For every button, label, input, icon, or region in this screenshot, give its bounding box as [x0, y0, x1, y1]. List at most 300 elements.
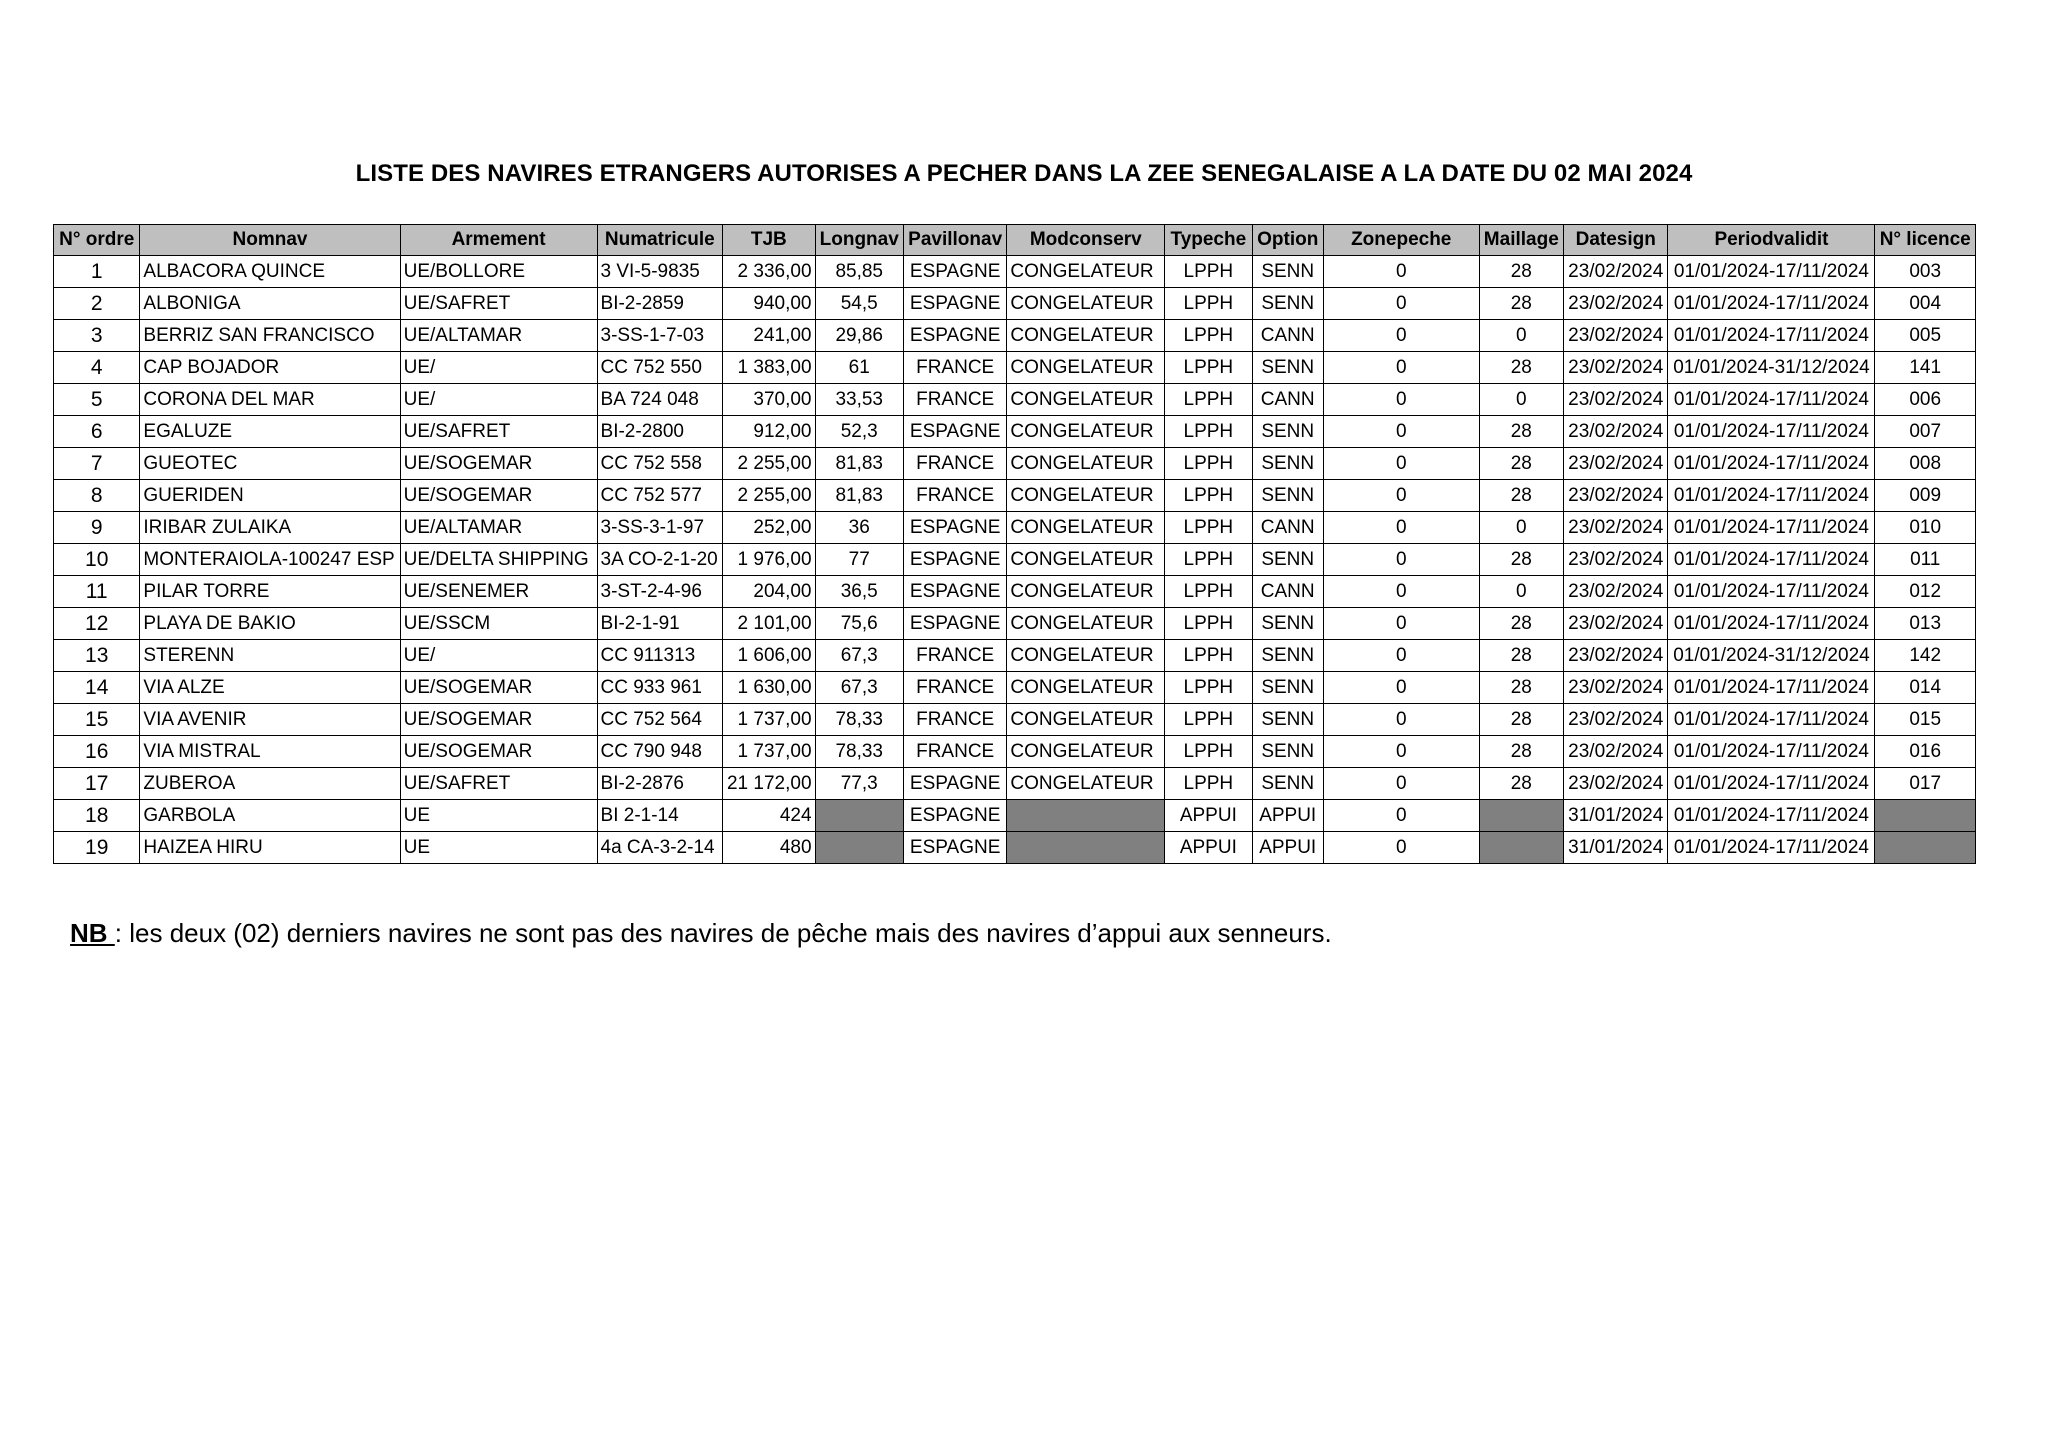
table-cell: LPPH	[1165, 704, 1252, 736]
table-cell: FRANCE	[903, 704, 1006, 736]
table-cell: 23/02/2024	[1563, 704, 1667, 736]
column-header: N° ordre	[54, 225, 140, 256]
table-cell: 23/02/2024	[1563, 544, 1667, 576]
table-cell: 1 737,00	[723, 736, 815, 768]
table-cell: 13	[54, 640, 140, 672]
table-cell: 28	[1479, 736, 1563, 768]
table-cell: 28	[1479, 608, 1563, 640]
table-cell: 3	[54, 320, 140, 352]
table-cell: SENN	[1252, 608, 1323, 640]
table-row	[54, 288, 1976, 320]
table-cell: 77,3	[815, 768, 903, 800]
table-row	[54, 256, 1976, 288]
table-cell: 010	[1875, 512, 1976, 544]
table-cell: 252,00	[723, 512, 815, 544]
table-cell: SENN	[1252, 256, 1323, 288]
table-cell: 23/02/2024	[1563, 256, 1667, 288]
table-cell: 0	[1479, 576, 1563, 608]
table-cell: UE/	[400, 640, 597, 672]
table-cell: CONGELATEUR	[1007, 352, 1165, 384]
table-cell: 0	[1323, 480, 1479, 512]
table-cell: CC 752 577	[597, 480, 723, 512]
table-cell: UE/SOGEMAR	[400, 672, 597, 704]
table-cell: 012	[1875, 576, 1976, 608]
table-cell: 01/01/2024-17/11/2024	[1668, 800, 1875, 832]
column-header: Modconserv	[1007, 225, 1165, 256]
table-cell: 0	[1323, 800, 1479, 832]
table-cell: 01/01/2024-17/11/2024	[1668, 608, 1875, 640]
column-header: Zonepeche	[1323, 225, 1479, 256]
table-cell: LPPH	[1165, 768, 1252, 800]
table-row	[54, 448, 1976, 480]
table-cell: CONGELATEUR	[1007, 384, 1165, 416]
table-cell: 23/02/2024	[1563, 352, 1667, 384]
table-cell: 54,5	[815, 288, 903, 320]
table-cell: 0	[1323, 288, 1479, 320]
table-cell: 142	[1875, 640, 1976, 672]
table-cell: 3-SS-1-7-03	[597, 320, 723, 352]
table-cell: 0	[1323, 512, 1479, 544]
table-cell: 23/02/2024	[1563, 448, 1667, 480]
table-cell: VIA AVENIR	[140, 704, 400, 736]
table-cell: 1 383,00	[723, 352, 815, 384]
table-cell: 21 172,00	[723, 768, 815, 800]
table-cell: 28	[1479, 704, 1563, 736]
table-cell: 11	[54, 576, 140, 608]
table-cell: CONGELATEUR	[1007, 672, 1165, 704]
table-cell: 1 737,00	[723, 704, 815, 736]
table-cell: UE/ALTAMAR	[400, 512, 597, 544]
table-cell: LPPH	[1165, 608, 1252, 640]
table-cell: LPPH	[1165, 512, 1252, 544]
table-cell: 01/01/2024-17/11/2024	[1668, 704, 1875, 736]
table-cell: UE/SSCM	[400, 608, 597, 640]
table-cell: 31/01/2024	[1563, 800, 1667, 832]
table-cell: 15	[54, 704, 140, 736]
table-cell: BI-2-1-91	[597, 608, 723, 640]
table-cell: 23/02/2024	[1563, 640, 1667, 672]
table-cell: 9	[54, 512, 140, 544]
table-cell: ESPAGNE	[903, 832, 1006, 864]
table-cell: CONGELATEUR	[1007, 288, 1165, 320]
table-row	[54, 736, 1976, 768]
table-cell: 23/02/2024	[1563, 288, 1667, 320]
table-cell: CANN	[1252, 512, 1323, 544]
table-cell: 0	[1323, 544, 1479, 576]
table-cell: HAIZEA HIRU	[140, 832, 400, 864]
table-cell: 16	[54, 736, 140, 768]
table-cell: 01/01/2024-17/11/2024	[1668, 832, 1875, 864]
table-cell: 01/01/2024-17/11/2024	[1668, 256, 1875, 288]
table-cell: LPPH	[1165, 736, 1252, 768]
table-cell: SENN	[1252, 640, 1323, 672]
table-cell: CC 752 564	[597, 704, 723, 736]
table-cell: 0	[1323, 352, 1479, 384]
table-cell: APPUI	[1165, 832, 1252, 864]
table-cell: 011	[1875, 544, 1976, 576]
table-cell: CAP BOJADOR	[140, 352, 400, 384]
column-header: Typeche	[1165, 225, 1252, 256]
table-row	[54, 320, 1976, 352]
table-cell: LPPH	[1165, 288, 1252, 320]
table-cell: 61	[815, 352, 903, 384]
table-cell: SENN	[1252, 352, 1323, 384]
table-cell: 0	[1323, 384, 1479, 416]
table-cell: 4a CA-3-2-14	[597, 832, 723, 864]
table-cell: CONGELATEUR	[1007, 736, 1165, 768]
table-cell	[815, 800, 903, 832]
table-cell: 0	[1323, 672, 1479, 704]
table-cell: BI-2-2876	[597, 768, 723, 800]
table-cell: CONGELATEUR	[1007, 256, 1165, 288]
table-cell	[1875, 800, 1976, 832]
table-cell: CC 790 948	[597, 736, 723, 768]
table-cell: 1 976,00	[723, 544, 815, 576]
table-cell: 81,83	[815, 448, 903, 480]
table-cell: GUERIDEN	[140, 480, 400, 512]
table-row	[54, 352, 1976, 384]
footnote-text: : les deux (02) derniers navires ne sont pas des navires de pêche mais des navires d’appui aux senneurs.	[114, 918, 1332, 948]
table-cell: LPPH	[1165, 544, 1252, 576]
table-cell: 1	[54, 256, 140, 288]
table-cell: 0	[1323, 768, 1479, 800]
table-cell: BA 724 048	[597, 384, 723, 416]
table-cell: APPUI	[1165, 800, 1252, 832]
table-cell: ESPAGNE	[903, 544, 1006, 576]
table-cell: BI-2-2800	[597, 416, 723, 448]
table-cell: 0	[1323, 448, 1479, 480]
table-cell: 370,00	[723, 384, 815, 416]
table-cell: 424	[723, 800, 815, 832]
table-cell: 8	[54, 480, 140, 512]
table-cell: LPPH	[1165, 672, 1252, 704]
table-cell: 01/01/2024-17/11/2024	[1668, 736, 1875, 768]
table-cell: SENN	[1252, 768, 1323, 800]
table-cell: 01/01/2024-17/11/2024	[1668, 512, 1875, 544]
table-cell: ZUBEROA	[140, 768, 400, 800]
table-cell: FRANCE	[903, 352, 1006, 384]
table-cell: 28	[1479, 448, 1563, 480]
table-cell: APPUI	[1252, 832, 1323, 864]
table-cell: ALBACORA QUINCE	[140, 256, 400, 288]
table-cell: 009	[1875, 480, 1976, 512]
table-cell: 23/02/2024	[1563, 768, 1667, 800]
table-cell: 004	[1875, 288, 1976, 320]
page-title: LISTE DES NAVIRES ETRANGERS AUTORISES A PECHER DANS LA ZEE SENEGALAISE A LA DATE DU 02 MAI 2024	[355, 160, 1693, 187]
table-cell: UE/SOGEMAR	[400, 480, 597, 512]
table-cell: 28	[1479, 672, 1563, 704]
table-cell: CONGELATEUR	[1007, 704, 1165, 736]
table-cell: PLAYA DE BAKIO	[140, 608, 400, 640]
table-cell: FRANCE	[903, 480, 1006, 512]
table-cell: 01/01/2024-31/12/2024	[1668, 640, 1875, 672]
table-cell: 28	[1479, 256, 1563, 288]
table-body	[54, 256, 1976, 864]
table-cell: SENN	[1252, 544, 1323, 576]
table-cell: CC 933 961	[597, 672, 723, 704]
table-cell: 01/01/2024-17/11/2024	[1668, 416, 1875, 448]
table-cell: CONGELATEUR	[1007, 608, 1165, 640]
table-cell: 23/02/2024	[1563, 672, 1667, 704]
table-cell: ESPAGNE	[903, 416, 1006, 448]
table-cell: CONGELATEUR	[1007, 480, 1165, 512]
table-cell: BI-2-2859	[597, 288, 723, 320]
table-cell: 28	[1479, 544, 1563, 576]
column-header: N° licence	[1875, 225, 1976, 256]
table-cell: 01/01/2024-17/11/2024	[1668, 672, 1875, 704]
table-cell: SENN	[1252, 672, 1323, 704]
table-cell: 0	[1323, 640, 1479, 672]
table-cell: 23/02/2024	[1563, 384, 1667, 416]
table-cell: UE/SAFRET	[400, 288, 597, 320]
column-header: Armement	[400, 225, 597, 256]
table-cell: ESPAGNE	[903, 768, 1006, 800]
table-cell: 28	[1479, 288, 1563, 320]
table-cell: UE/BOLLORE	[400, 256, 597, 288]
table-cell: 141	[1875, 352, 1976, 384]
table-row	[54, 832, 1976, 864]
table-cell	[1479, 832, 1563, 864]
table-cell: 01/01/2024-31/12/2024	[1668, 352, 1875, 384]
table-cell: SENN	[1252, 448, 1323, 480]
table-cell: FRANCE	[903, 672, 1006, 704]
table-cell	[1479, 800, 1563, 832]
table-cell: 18	[54, 800, 140, 832]
table-cell: VIA ALZE	[140, 672, 400, 704]
table-cell: CC 752 550	[597, 352, 723, 384]
table-cell: 17	[54, 768, 140, 800]
table-cell: 10	[54, 544, 140, 576]
table-cell: 6	[54, 416, 140, 448]
table-cell: 36	[815, 512, 903, 544]
table-cell: 1 606,00	[723, 640, 815, 672]
table-cell: ESPAGNE	[903, 800, 1006, 832]
table-cell: 2 336,00	[723, 256, 815, 288]
table-cell: LPPH	[1165, 416, 1252, 448]
table-cell: SENN	[1252, 416, 1323, 448]
table-cell: CONGELATEUR	[1007, 448, 1165, 480]
table-cell: 52,3	[815, 416, 903, 448]
table-cell: UE/SOGEMAR	[400, 704, 597, 736]
table-cell: 01/01/2024-17/11/2024	[1668, 480, 1875, 512]
table-cell: UE/SOGEMAR	[400, 736, 597, 768]
table-cell: 3-SS-3-1-97	[597, 512, 723, 544]
table-cell: 480	[723, 832, 815, 864]
table-cell: 12	[54, 608, 140, 640]
table-cell: UE	[400, 832, 597, 864]
table-cell: CANN	[1252, 384, 1323, 416]
table-cell: 016	[1875, 736, 1976, 768]
table-cell: 0	[1479, 384, 1563, 416]
table-cell: UE	[400, 800, 597, 832]
table-cell: 28	[1479, 640, 1563, 672]
table-cell: LPPH	[1165, 320, 1252, 352]
table-cell: 78,33	[815, 704, 903, 736]
table-cell: ALBONIGA	[140, 288, 400, 320]
table-cell: 2 255,00	[723, 480, 815, 512]
table-cell: SENN	[1252, 736, 1323, 768]
table-cell: CANN	[1252, 320, 1323, 352]
table-cell: 003	[1875, 256, 1976, 288]
table-cell: MONTERAIOLA-100247 ESP	[140, 544, 400, 576]
table-cell: FRANCE	[903, 384, 1006, 416]
table-cell: 2	[54, 288, 140, 320]
table-cell: 01/01/2024-17/11/2024	[1668, 320, 1875, 352]
table-cell: APPUI	[1252, 800, 1323, 832]
table-cell: FRANCE	[903, 736, 1006, 768]
table-cell: LPPH	[1165, 256, 1252, 288]
table-cell: CONGELATEUR	[1007, 576, 1165, 608]
table-cell	[815, 832, 903, 864]
table-row	[54, 800, 1976, 832]
table-cell: 77	[815, 544, 903, 576]
table-cell: 14	[54, 672, 140, 704]
table-cell: 23/02/2024	[1563, 480, 1667, 512]
table-cell: ESPAGNE	[903, 576, 1006, 608]
column-header: TJB	[723, 225, 815, 256]
table-cell: UE/SAFRET	[400, 416, 597, 448]
table-cell: CORONA DEL MAR	[140, 384, 400, 416]
table-row	[54, 416, 1976, 448]
table-row	[54, 544, 1976, 576]
table-cell: CONGELATEUR	[1007, 768, 1165, 800]
table-cell: CONGELATEUR	[1007, 512, 1165, 544]
column-header: Option	[1252, 225, 1323, 256]
table-cell: UE/SOGEMAR	[400, 448, 597, 480]
table-cell: LPPH	[1165, 352, 1252, 384]
table-cell: UE/DELTA SHIPPING	[400, 544, 597, 576]
table-cell: UE/ALTAMAR	[400, 320, 597, 352]
table-cell: 29,86	[815, 320, 903, 352]
table-cell: 31/01/2024	[1563, 832, 1667, 864]
footnote-label: NB	[70, 918, 115, 948]
table-cell: ESPAGNE	[903, 608, 1006, 640]
table-cell: 01/01/2024-17/11/2024	[1668, 288, 1875, 320]
table-cell: 0	[1323, 416, 1479, 448]
table-row	[54, 768, 1976, 800]
table-cell: CONGELATEUR	[1007, 544, 1165, 576]
table-cell: 013	[1875, 608, 1976, 640]
column-header: Datesign	[1563, 225, 1667, 256]
table-cell: 75,6	[815, 608, 903, 640]
table-cell: 3-ST-2-4-96	[597, 576, 723, 608]
table-cell: ESPAGNE	[903, 256, 1006, 288]
vessels-table	[53, 224, 1976, 864]
table-cell: ESPAGNE	[903, 512, 1006, 544]
table-cell: CANN	[1252, 576, 1323, 608]
table-cell: LPPH	[1165, 448, 1252, 480]
table-cell: 014	[1875, 672, 1976, 704]
table-cell: VIA MISTRAL	[140, 736, 400, 768]
table-row	[54, 576, 1976, 608]
table-cell: 01/01/2024-17/11/2024	[1668, 576, 1875, 608]
table-cell: 5	[54, 384, 140, 416]
table-cell: 28	[1479, 768, 1563, 800]
table-cell: 19	[54, 832, 140, 864]
table-cell: PILAR TORRE	[140, 576, 400, 608]
table-cell: 0	[1323, 608, 1479, 640]
table-cell: ESPAGNE	[903, 288, 1006, 320]
table-cell: CONGELATEUR	[1007, 320, 1165, 352]
table-cell: LPPH	[1165, 640, 1252, 672]
table-cell: 01/01/2024-17/11/2024	[1668, 448, 1875, 480]
table-cell: 23/02/2024	[1563, 608, 1667, 640]
table-cell: 3 VI-5-9835	[597, 256, 723, 288]
footnote	[70, 918, 1332, 949]
table-cell: FRANCE	[903, 448, 1006, 480]
table-cell: 005	[1875, 320, 1976, 352]
table-cell: FRANCE	[903, 640, 1006, 672]
table-cell: 85,85	[815, 256, 903, 288]
table-cell: ESPAGNE	[903, 320, 1006, 352]
table-cell: 007	[1875, 416, 1976, 448]
table-cell: 006	[1875, 384, 1976, 416]
table-row	[54, 480, 1976, 512]
table-cell: 4	[54, 352, 140, 384]
table-cell: SENN	[1252, 480, 1323, 512]
table-cell: 241,00	[723, 320, 815, 352]
column-header: Nomnav	[140, 225, 400, 256]
table-cell: 78,33	[815, 736, 903, 768]
table-cell: 0	[1323, 320, 1479, 352]
table-cell: 01/01/2024-17/11/2024	[1668, 544, 1875, 576]
table-cell: 008	[1875, 448, 1976, 480]
table-cell	[1875, 832, 1976, 864]
column-header: Pavillonav	[903, 225, 1006, 256]
table-cell: CC 911313	[597, 640, 723, 672]
table-cell: 28	[1479, 352, 1563, 384]
table-cell: BI 2-1-14	[597, 800, 723, 832]
table-cell: 23/02/2024	[1563, 736, 1667, 768]
table-cell: 01/01/2024-17/11/2024	[1668, 384, 1875, 416]
table-cell	[1007, 800, 1165, 832]
table-cell: 0	[1479, 512, 1563, 544]
table-cell: LPPH	[1165, 576, 1252, 608]
table-cell: 01/01/2024-17/11/2024	[1668, 768, 1875, 800]
column-header: Maillage	[1479, 225, 1563, 256]
table-cell: 912,00	[723, 416, 815, 448]
table-cell: 81,83	[815, 480, 903, 512]
column-header: Numatricule	[597, 225, 723, 256]
table-row	[54, 384, 1976, 416]
table-cell: CONGELATEUR	[1007, 416, 1165, 448]
table-cell: 017	[1875, 768, 1976, 800]
table-row	[54, 640, 1976, 672]
table-cell	[1007, 832, 1165, 864]
table-cell: 204,00	[723, 576, 815, 608]
table-cell: BERRIZ SAN FRANCISCO	[140, 320, 400, 352]
table-row	[54, 672, 1976, 704]
table-cell: UE/	[400, 352, 597, 384]
table-cell: 7	[54, 448, 140, 480]
table-header-row	[54, 225, 1976, 256]
table-cell: 23/02/2024	[1563, 512, 1667, 544]
table-cell: UE/	[400, 384, 597, 416]
table-cell: GARBOLA	[140, 800, 400, 832]
table-cell: CONGELATEUR	[1007, 640, 1165, 672]
table-cell: 0	[1323, 704, 1479, 736]
table-cell: CC 752 558	[597, 448, 723, 480]
table-cell: 23/02/2024	[1563, 576, 1667, 608]
table-cell: 28	[1479, 480, 1563, 512]
table-cell: 0	[1323, 256, 1479, 288]
column-header: Periodvalidit	[1668, 225, 1875, 256]
table-cell: UE/SENEMER	[400, 576, 597, 608]
column-header: Longnav	[815, 225, 903, 256]
table-cell: 67,3	[815, 672, 903, 704]
table-cell: 33,53	[815, 384, 903, 416]
table-cell: 940,00	[723, 288, 815, 320]
